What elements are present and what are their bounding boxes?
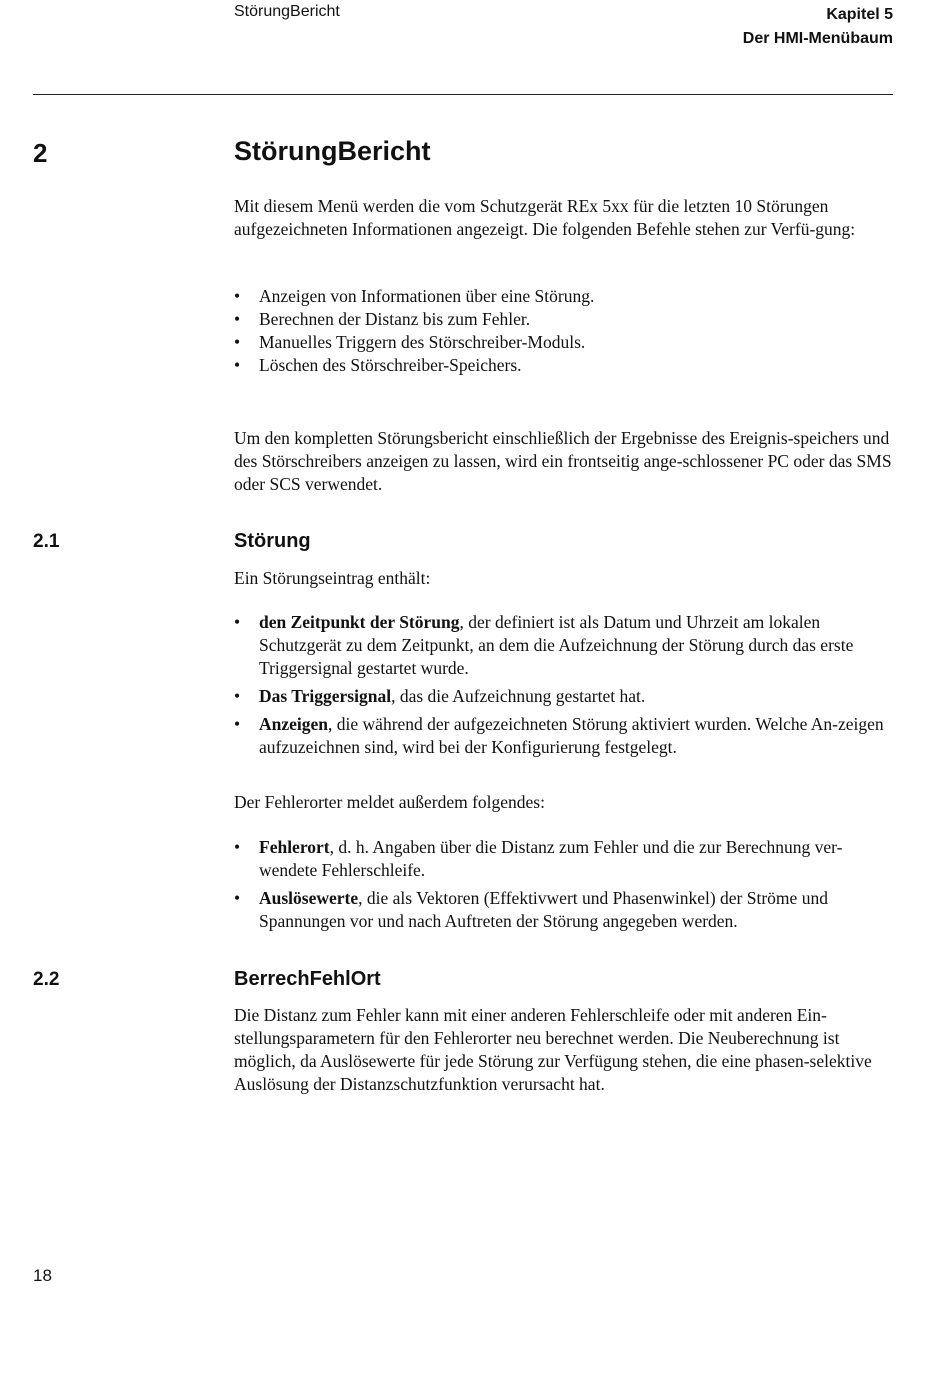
page-number: 18: [33, 1266, 52, 1285]
term: den Zeitpunkt der Störung: [259, 612, 460, 632]
term-description: , d. h. Angaben über die Distanz zum Fehler und die zur Berechnung ver-wendete Fehlerschleife.: [259, 837, 843, 880]
term-description: , die während der aufgezeichneten Störung aktiviert wurden. Welche An-zeigen aufzuzeichnen sind, wird bei der Konfigurierung festgelegt.: [259, 714, 884, 757]
section-outro-paragraph: Um den kompletten Störungsbericht einschließlich der Ergebnisse des Ereignis-speichers und des Störschreibers anzeigen zu lassen, wird ein frontseitig ange-schlossener PC oder das SMS oder SCS verwendet.: [234, 428, 892, 494]
term: Anzeigen: [259, 714, 329, 734]
entry-contents-list: [234, 611, 894, 759]
list-item: [234, 887, 894, 933]
running-header-chapter: [743, 3, 893, 51]
section-title: StörungBericht: [234, 136, 431, 166]
section-intro-paragraph: Mit diesem Menü werden die vom Schutzgerät REx 5xx für die letzten 10 Störungen aufgezeichneten Informationen angezeigt. Die folgenden Befehle stehen zur Verfü-gung:: [234, 196, 856, 239]
command-list: [234, 285, 894, 377]
section-number: 2: [33, 138, 48, 168]
list-item: [234, 713, 894, 759]
chapter-number: Kapitel 5: [826, 6, 893, 23]
term-description: , das die Aufzeichnung gestartet hat.: [391, 686, 646, 706]
list-item: • Anzeigen von Informationen über eine Störung.: [234, 285, 894, 308]
list-item: [234, 685, 894, 708]
subsection-paragraph: Die Distanz zum Fehler kann mit einer anderen Fehlerschleife oder mit anderen Ein-stellungsparametern für den Fehlerorter neu berechnet werden. Die Neuberechnung ist möglich, da Auslösewerte für jede Störung zur Verfügung stehen, die eine phasen-selektive Auslösung der Distanzschutzfunktion verursacht hat.: [234, 1005, 872, 1094]
running-header-title: StörungBericht: [234, 3, 340, 20]
term: Auslösewerte: [259, 888, 359, 908]
subsection-number: 2.1: [33, 531, 60, 552]
term: Fehlerort: [259, 837, 330, 857]
term-description: , die als Vektoren (Effektivwert und Phasenwinkel) der Ströme und Spannungen vor und nach Auftreten der Störung angegeben werden.: [259, 888, 828, 931]
subsection-title: BerrechFehlOrt: [234, 968, 381, 990]
list-item: • Manuelles Triggern des Störschreiber-Moduls.: [234, 331, 894, 354]
subsection-title: Störung: [234, 530, 311, 552]
subsection-intro: Ein Störungseintrag enthält:: [234, 568, 431, 588]
chapter-title: Der HMI-Menübaum: [742, 30, 893, 47]
header-divider: [33, 94, 893, 95]
list-item: • Berechnen der Distanz bis zum Fehler.: [234, 308, 894, 331]
list-item: [234, 836, 894, 882]
list-item: • Löschen des Störschreiber-Speichers.: [234, 354, 894, 377]
list-item: [234, 611, 894, 680]
fault-locator-intro: Der Fehlerorter meldet außerdem folgendes:: [234, 792, 545, 812]
term: Das Triggersignal: [259, 686, 392, 706]
subsection-number: 2.2: [33, 969, 60, 990]
fault-locator-list: [234, 836, 894, 933]
term-description: , der definiert ist als Datum und Uhrzeit am lokalen Schutzgerät zu dem Zeitpunkt, an dem die Aufzeichnung der Störung durch das erste Triggersignal gestartet wurde.: [259, 612, 854, 678]
